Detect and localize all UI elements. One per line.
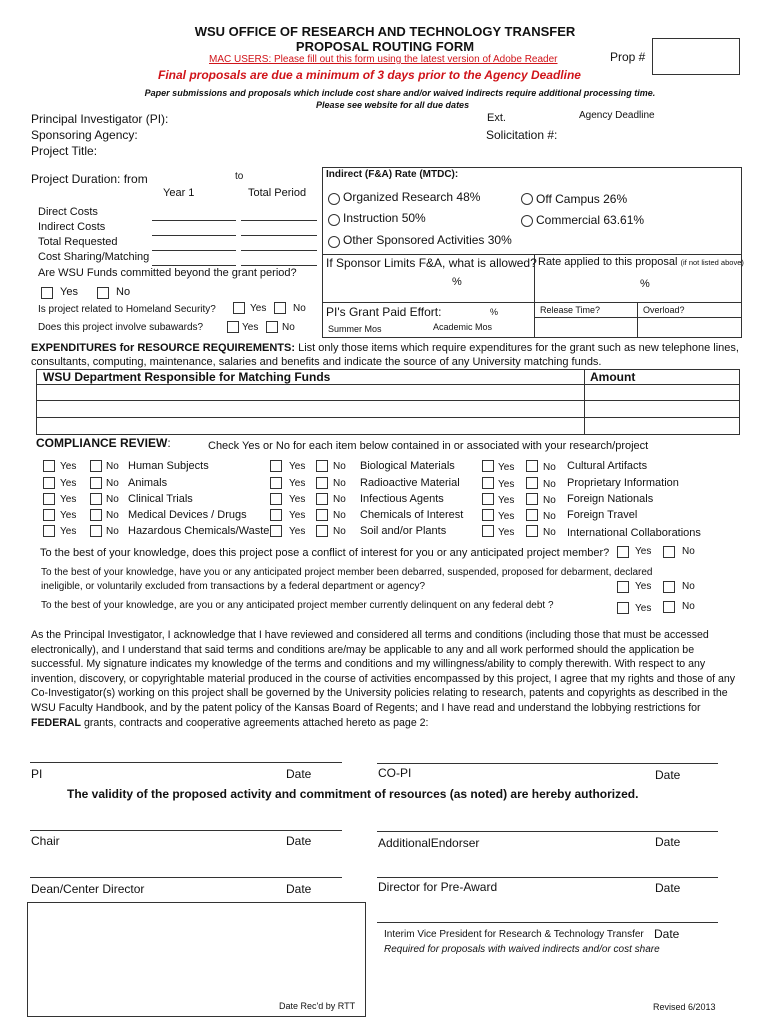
homeland-question: Is project related to Homeland Security? (38, 304, 216, 315)
no-label: No (333, 526, 346, 537)
chemicals-of-interest-label: Chemicals of Interest (360, 509, 464, 521)
copi-signature-label: CO-PI (378, 766, 412, 780)
summer-mos-label: Summer Mos (328, 324, 382, 334)
debarred-yes-checkbox[interactable] (617, 581, 629, 593)
ext-label: Ext. (487, 112, 506, 124)
year1-header: Year 1 (163, 187, 195, 199)
human-subjects-no[interactable] (90, 460, 102, 472)
prop-label: Prop # (610, 50, 646, 64)
matching-dept-row-3[interactable] (37, 418, 583, 431)
medical-devices-yes[interactable] (43, 509, 55, 521)
hazardous-chemicals-yes[interactable] (43, 525, 55, 537)
international-collab-label: International Collaborations (567, 527, 701, 539)
dean-label: Dean/Center Director (31, 882, 145, 896)
foreign-nationals-no[interactable] (526, 493, 538, 505)
wsu-funds-no-checkbox[interactable] (97, 287, 109, 299)
rtt-stamp-box[interactable] (27, 902, 366, 1017)
direct-costs-label: Direct Costs (38, 206, 98, 218)
pi-signature-label: PI (31, 767, 43, 781)
no-label: No (333, 461, 346, 472)
clinical-trials-no[interactable] (90, 493, 102, 505)
sponsor-limits-percent[interactable]: % (452, 276, 462, 288)
indirect-rate-title: Indirect (F&A) Rate (MTDC): (326, 169, 459, 180)
proprietary-info-yes[interactable] (482, 477, 494, 489)
interim-vp-note: Required for proposals with waived indirects and/or cost share (384, 944, 660, 955)
radioactive-material-yes[interactable] (270, 477, 282, 489)
yes-label: Yes (289, 461, 306, 472)
matching-amount-row-3[interactable] (585, 418, 739, 431)
no-label: No (543, 511, 556, 522)
website-notice: Please see website for all due dates (316, 100, 470, 110)
cultural-artifacts-label: Cultural Artifacts (567, 460, 648, 472)
yes-label: Yes (289, 526, 306, 537)
project-title-label: Project Title: (31, 144, 98, 158)
wsu-funds-no-label: No (116, 286, 131, 298)
pi-signature-line[interactable] (30, 762, 342, 763)
matching-amount-row-2[interactable] (585, 401, 739, 414)
total-period-header: Total Period (248, 187, 307, 199)
coi-yes-checkbox[interactable] (617, 546, 629, 558)
org-research-label: Organized Research 48% (343, 190, 481, 204)
release-time-field[interactable] (535, 317, 637, 337)
yes-label: Yes (498, 462, 515, 473)
director-preaward-label: Director for Pre-Award (378, 880, 498, 894)
delinquent-no-label: No (682, 601, 695, 612)
expenditures-paragraph: EXPENDITURES for RESOURCE REQUIREMENTS: List only those items which require expenditures for the grant such as new telephone lines, consultants, computing, maintenance, salaries and benefits and indicate the source of any University matching funds. (31, 342, 739, 368)
preaward-date-label: Date (655, 881, 681, 895)
yes-label: Yes (60, 494, 77, 505)
revised-date: Revised 6/2013 (653, 1002, 716, 1012)
instruction-radio[interactable] (328, 214, 340, 226)
mac-notice: MAC USERS: Please fill out this form using the latest version of Adobe Reader (209, 54, 558, 65)
delinquent-yes-label: Yes (635, 603, 652, 614)
other-sponsored-radio[interactable] (328, 236, 340, 248)
soil-plants-label: Soil and/or Plants (360, 525, 447, 537)
coi-yes-label: Yes (635, 546, 652, 557)
no-label: No (106, 510, 119, 521)
yes-label: Yes (498, 511, 515, 522)
matching-dept-header: WSU Department Responsible for Matching Funds (43, 370, 331, 384)
yes-label: Yes (60, 478, 77, 489)
total-requested-label: Total Requested (38, 236, 118, 248)
duration-label: Project Duration: from (31, 172, 148, 186)
interim-vp-date-label: Date (654, 927, 680, 941)
compliance-heading: COMPLIANCE REVIEW: (36, 436, 171, 450)
chair-date-label: Date (286, 834, 312, 848)
total-requested-total-field[interactable] (241, 250, 317, 251)
dean-signature-line[interactable] (30, 877, 342, 878)
biological-materials-label: Biological Materials (360, 460, 455, 472)
animals-yes[interactable] (43, 477, 55, 489)
indirect-costs-label: Indirect Costs (38, 221, 106, 233)
no-label: No (543, 479, 556, 490)
no-label: No (333, 494, 346, 505)
debarred-no-checkbox[interactable] (663, 581, 675, 593)
delinquent-question: To the best of your knowledge, are you or any anticipated project member currently delinquent on any federal debt ? (41, 600, 554, 611)
no-label: No (333, 478, 346, 489)
form-title: WSU OFFICE OF RESEARCH AND TECHNOLOGY TRANSFER (194, 24, 576, 39)
debarred-question-line1: To the best of your knowledge, have you or any anticipated project member been debarred, suspended, proposed for debarment, declared (41, 567, 653, 578)
foreign-travel-no[interactable] (526, 509, 538, 521)
subawards-yes-checkbox[interactable] (227, 321, 239, 333)
chair-signature-line[interactable] (30, 830, 342, 831)
pi-effort-percent[interactable]: % (490, 307, 499, 317)
paper-notice: Paper submissions and proposals which include cost share and/or waived indirects require additional processing time. (144, 88, 656, 98)
chemicals-of-interest-no[interactable] (316, 509, 328, 521)
cost-sharing-total-field[interactable] (241, 265, 317, 266)
homeland-yes-label: Yes (250, 303, 267, 314)
international-collab-yes[interactable] (482, 525, 494, 537)
hazardous-chemicals-no[interactable] (90, 525, 102, 537)
direct-costs-total-field[interactable] (241, 220, 317, 221)
animals-label: Animals (128, 477, 168, 489)
yes-label: Yes (498, 479, 515, 490)
coi-question: To the best of your knowledge, does this project pose a conflict of interest for you or any anticipated project member? (40, 547, 610, 559)
cultural-artifacts-yes[interactable] (482, 460, 494, 472)
yes-label: Yes (289, 494, 306, 505)
infectious-agents-yes[interactable] (270, 493, 282, 505)
no-label: No (106, 494, 119, 505)
rate-applied-percent[interactable]: % (640, 278, 650, 290)
off-campus-radio[interactable] (521, 193, 533, 205)
duration-to-label: to (235, 171, 244, 182)
total-requested-year1-field[interactable] (152, 250, 236, 251)
no-label: No (106, 526, 119, 537)
pi-effort-label: PI's Grant Paid Effort: (326, 305, 442, 319)
agency-deadline-label: Agency Deadline (579, 110, 655, 121)
chemicals-of-interest-yes[interactable] (270, 509, 282, 521)
indirect-costs-year1-field[interactable] (152, 235, 236, 236)
no-label: No (543, 495, 556, 506)
proprietary-info-label: Proprietary Information (567, 477, 679, 489)
matching-dept-row-1[interactable] (37, 385, 583, 398)
matching-amount-header: Amount (590, 370, 636, 384)
endorser-signature-line[interactable] (377, 831, 718, 832)
overload-field[interactable] (638, 317, 741, 337)
dean-date-label: Date (286, 882, 312, 896)
endorser-date-label: Date (655, 835, 681, 849)
copi-date-label: Date (655, 768, 681, 782)
interim-vp-signature-line[interactable] (377, 922, 718, 923)
homeland-yes-checkbox[interactable] (233, 302, 245, 314)
homeland-no-label: No (293, 303, 306, 314)
medical-devices-label: Medical Devices / Drugs (128, 509, 247, 521)
pi-acknowledgement: As the Principal Investigator, I acknowledge that I have reviewed and considered all terms and conditions (including those that must be accessed electronically), and I understand that said terms and conditions are/may be applicable to any and all work performed should the application be successful. My signature indicates my knowledge of the terms and conditions and my willingness/ability to comply therewith. With respect to any invention, discovery, or copyrightable material produced in the course of activities encompassed by this project, I agree that my rights and those of any Co-Investigator(s) working on this project shall be governed by the University policies relating to research, patents and copyrights as described in the WSU Faculty Handbook, and by the patent policy of the Kansas Board of Regents; and I have read and understand the lobbying restrictions for FEDERAL grants, contracts and cooperative agreements attached hereto as page 2: (31, 629, 736, 729)
subawards-yes-label: Yes (242, 322, 259, 333)
cost-sharing-label: Cost Sharing/Matching (38, 251, 150, 263)
biological-materials-no[interactable] (316, 460, 328, 472)
no-label: No (543, 462, 556, 473)
delinquent-no-checkbox[interactable] (663, 601, 675, 613)
pi-label: Principal Investigator (PI): (31, 112, 169, 126)
yes-label: Yes (60, 510, 77, 521)
deadline-notice: Final proposals are due a minimum of 3 days prior to the Agency Deadline (158, 68, 581, 82)
indirect-costs-total-field[interactable] (241, 235, 317, 236)
human-subjects-yes[interactable] (43, 460, 55, 472)
instruction-label: Instruction 50% (343, 211, 426, 225)
animals-no[interactable] (90, 477, 102, 489)
cost-sharing-year1-field[interactable] (152, 265, 236, 266)
additional-endorser-label: AdditionalEndorser (378, 836, 480, 850)
hazardous-chemicals-label: Hazardous Chemicals/Waste (128, 525, 270, 537)
debarred-no-label: No (682, 581, 695, 592)
clinical-trials-yes[interactable] (43, 493, 55, 505)
wsu-funds-yes-label: Yes (60, 286, 78, 298)
chair-label: Chair (31, 834, 60, 848)
foreign-nationals-yes[interactable] (482, 493, 494, 505)
human-subjects-label: Human Subjects (128, 460, 209, 472)
yes-label: Yes (289, 478, 306, 489)
academic-mos-label: Academic Mos (433, 322, 493, 332)
coi-no-label: No (682, 546, 695, 557)
foreign-travel-label: Foreign Travel (567, 509, 638, 521)
no-label: No (106, 478, 119, 489)
no-label: No (106, 461, 119, 472)
clinical-trials-label: Clinical Trials (128, 493, 193, 505)
form-subtitle: PROPOSAL ROUTING FORM (295, 39, 475, 54)
overload-label: Overload? (643, 305, 685, 315)
other-sponsored-label: Other Sponsored Activities 30% (343, 233, 512, 247)
sponsor-label: Sponsoring Agency: (31, 128, 138, 142)
direct-costs-year1-field[interactable] (152, 220, 236, 221)
radioactive-material-label: Radioactive Material (360, 477, 460, 489)
infectious-agents-label: Infectious Agents (360, 493, 444, 505)
sponsor-limits-label: If Sponsor Limits F&A, what is allowed? (326, 256, 537, 270)
foreign-nationals-label: Foreign Nationals (567, 493, 654, 505)
yes-label: Yes (60, 526, 77, 537)
commercial-radio[interactable] (521, 215, 533, 227)
release-time-label: Release Time? (540, 305, 601, 315)
subawards-question: Does this project involve subawards? (38, 322, 204, 333)
medical-devices-no[interactable] (90, 509, 102, 521)
subawards-no-checkbox[interactable] (266, 321, 278, 333)
copi-signature-line[interactable] (377, 763, 718, 764)
radioactive-material-no[interactable] (316, 477, 328, 489)
soil-plants-no[interactable] (316, 525, 328, 537)
pi-date-label: Date (286, 767, 312, 781)
org-research-radio[interactable] (328, 193, 340, 205)
biological-materials-yes[interactable] (270, 460, 282, 472)
validity-statement: The validity of the proposed activity and commitment of resources (as noted) are hereby authorized. (67, 787, 639, 801)
wsu-funds-yes-checkbox[interactable] (41, 287, 53, 299)
debarred-question-line2: ineligible, or voluntarily excluded from transactions by a federal department or agency? (41, 581, 426, 592)
compliance-instruction: Check Yes or No for each item below contained in or associated with your research/project (208, 440, 649, 452)
prop-number-field[interactable] (652, 38, 740, 75)
yes-label: Yes (60, 461, 77, 472)
debarred-yes-label: Yes (635, 581, 652, 592)
interim-vp-label: Interim Vice President for Research & Technology Transfer (384, 929, 644, 940)
rate-applied-label: Rate applied to this proposal (if not listed above) (538, 256, 744, 268)
proprietary-info-no[interactable] (526, 477, 538, 489)
matching-dept-row-2[interactable] (37, 401, 583, 414)
yes-label: Yes (498, 527, 515, 538)
subawards-no-label: No (282, 322, 295, 333)
off-campus-label: Off Campus 26% (536, 192, 628, 206)
no-label: No (543, 527, 556, 538)
solicitation-label: Solicitation #: (486, 128, 558, 142)
coi-no-checkbox[interactable] (663, 546, 675, 558)
infectious-agents-no[interactable] (316, 493, 328, 505)
homeland-no-checkbox[interactable] (274, 302, 286, 314)
soil-plants-yes[interactable] (270, 525, 282, 537)
cultural-artifacts-no[interactable] (526, 460, 538, 472)
no-label: No (333, 510, 346, 521)
yes-label: Yes (498, 495, 515, 506)
preaward-signature-line[interactable] (377, 877, 718, 878)
wsu-funds-question: Are WSU Funds committed beyond the grant period? (38, 267, 297, 279)
commercial-label: Commercial 63.61% (536, 213, 645, 227)
yes-label: Yes (289, 510, 306, 521)
international-collab-no[interactable] (526, 525, 538, 537)
date-recd-label: Date Rec'd by RTT (279, 1001, 356, 1011)
matching-amount-row-1[interactable] (585, 385, 739, 398)
delinquent-yes-checkbox[interactable] (617, 602, 629, 614)
foreign-travel-yes[interactable] (482, 509, 494, 521)
